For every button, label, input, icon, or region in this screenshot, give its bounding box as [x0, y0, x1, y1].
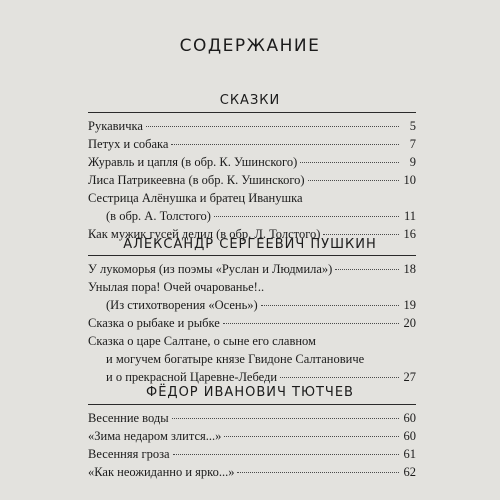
section-rule: [88, 112, 416, 113]
toc-entry-page: 60: [403, 429, 416, 443]
leader-dots: [261, 304, 399, 306]
toc-entry-page: 11: [403, 209, 416, 223]
toc-entry-page: 16: [403, 227, 416, 241]
toc-entry-page: 60: [403, 411, 416, 425]
section-heading-pushkin: АЛЕКСАНДР СЕРГЕЕВИЧ ПУШКИН: [123, 237, 377, 252]
toc-entry: [88, 117, 416, 135]
toc-entry-title: Весенняя гроза: [88, 447, 170, 461]
toc-entry-title: и о прекрасной Царевне-Лебеди: [106, 370, 278, 384]
toc-entry-page: 7: [409, 137, 416, 151]
toc-entry-page: 61: [403, 447, 416, 461]
toc-entry-page: 19: [403, 298, 416, 312]
toc-entry-first-line: [88, 332, 416, 350]
toc-entry-title: Унылая пора! Очей очарованье!..: [88, 280, 265, 294]
toc-entry-title: Сказка о рыбаке и рыбке: [88, 316, 220, 330]
toc-entry-title: У лукоморья (из поэмы «Руслан и Людмила»): [88, 262, 333, 276]
leader-dots: [323, 233, 399, 235]
toc-entry-title: «Зима недаром злится...»: [88, 429, 222, 443]
toc-entry: [88, 445, 416, 463]
toc-entry-page: 62: [403, 465, 416, 479]
toc-entry-title: Весенние воды: [88, 411, 169, 425]
toc-entry-first-line: [88, 189, 416, 207]
toc-entry: [88, 427, 416, 445]
leader-dots: [146, 125, 399, 127]
toc-entry-title: Сестрица Алёнушка и братец Иванушка: [88, 191, 303, 205]
toc-entry: [88, 463, 416, 481]
toc-entry-title: (Из стихотворения «Осень»): [106, 298, 258, 312]
toc-entry: [88, 153, 416, 171]
section-rule: [88, 404, 416, 405]
toc-entry-continuation: [106, 207, 416, 225]
toc-entry-title: Рукавичка: [88, 119, 143, 133]
section-rule: [88, 255, 416, 256]
toc-entry-title: Лиса Патрикеевна (в обр. К. Ушинского): [88, 173, 305, 187]
toc-entry-page: 5: [409, 119, 416, 133]
toc-entry-title: Как мужик гусей делил (в обр. Л. Толстого): [88, 227, 321, 241]
toc-entry: [88, 171, 416, 189]
toc-entry-page: 10: [403, 173, 416, 187]
toc-entry-first-line: [88, 278, 416, 296]
leader-dots: [300, 161, 399, 163]
leader-dots: [308, 179, 399, 181]
leader-dots: [224, 435, 399, 437]
toc-entry-continuation: [106, 296, 416, 314]
toc-entry-page: 9: [409, 155, 416, 169]
leader-dots: [335, 268, 399, 270]
toc-entry-title: Петух и собака: [88, 137, 169, 151]
toc-entry-title: и могучем богатыре князе Гвидоне Салтановиче: [106, 352, 365, 366]
toc-entry: [88, 135, 416, 153]
leader-dots: [172, 417, 399, 419]
section-heading-tyutchev: ФЁДОР ИВАНОВИЧ ТЮТЧЕВ: [146, 385, 354, 400]
leader-dots: [280, 376, 399, 378]
leader-dots: [223, 322, 399, 324]
toc-entry-page: 18: [403, 262, 416, 276]
toc-entry-page: 20: [403, 316, 416, 330]
leader-dots: [173, 453, 399, 455]
leader-dots: [214, 215, 399, 217]
toc-entry: [88, 409, 416, 427]
toc-entry-title: Сказка о царе Салтане, о сыне его славном: [88, 334, 316, 348]
leader-dots: [237, 471, 399, 473]
toc-entry: [88, 314, 416, 332]
toc-entry-page: 27: [403, 370, 416, 384]
toc-entry-continuation: [106, 350, 416, 368]
leader-dots: [171, 143, 399, 145]
toc-entry-title: Журавль и цапля (в обр. К. Ушинского): [88, 155, 298, 169]
section-heading-fairy-tales: СКАЗКИ: [219, 93, 281, 108]
page-title: СОДЕРЖАНИЕ: [179, 36, 321, 56]
toc-entry-continuation: [106, 368, 416, 386]
toc-entry: [88, 260, 416, 278]
toc-entry-title: «Как неожиданно и ярко...»: [88, 465, 235, 479]
toc-entry-title: (в обр. А. Толстого): [106, 209, 211, 223]
